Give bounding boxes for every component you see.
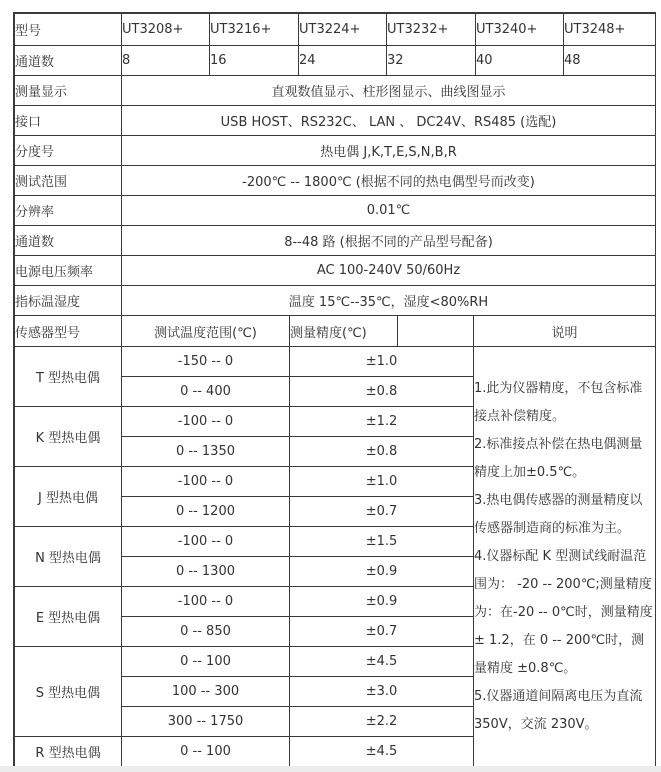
accuracy-cell: ±0.7 xyxy=(290,497,474,527)
row-label: 指标温湿度 xyxy=(15,286,122,316)
row-value: 0.01℃ xyxy=(122,196,656,226)
accuracy-cell: ±0.8 xyxy=(290,437,474,467)
spec-row xyxy=(15,226,656,256)
model-cell: UT3208+ xyxy=(122,14,210,46)
temp-range-cell: 0 -- 1350 xyxy=(122,437,290,467)
sensor-name-cell: E 型热电偶 xyxy=(15,587,122,647)
model-row xyxy=(15,14,656,46)
spec-row xyxy=(15,106,656,136)
sensor-name-cell: J 型热电偶 xyxy=(15,467,122,527)
row-label-model: 型号 xyxy=(15,14,122,46)
temp-range-cell: -100 -- 0 xyxy=(122,407,290,437)
temp-range-cell: 0 -- 850 xyxy=(122,617,290,647)
empty-header-cell xyxy=(398,316,474,347)
page-bottom-strip xyxy=(0,766,661,772)
temp-range-cell: -100 -- 0 xyxy=(122,587,290,617)
row-value: USB HOST、RS232C、 LAN 、 DC24V、RS485 (选配) xyxy=(122,106,656,136)
sensor-name-cell: K 型热电偶 xyxy=(15,407,122,467)
accuracy-cell: ±4.5 xyxy=(290,737,474,767)
row-value: 8--48 路 (根据不同的产品型号配备) xyxy=(122,226,656,256)
row-label: 测量显示 xyxy=(15,76,122,106)
channel-cell: 16 xyxy=(210,46,299,76)
row-label: 通道数 xyxy=(15,226,122,256)
temp-range-cell: -100 -- 0 xyxy=(122,527,290,557)
spec-row xyxy=(15,256,656,286)
spec-row xyxy=(15,76,656,106)
channel-cell: 48 xyxy=(564,46,656,76)
accuracy-cell: ±0.8 xyxy=(290,377,474,407)
sensor-name-cell: S 型热电偶 xyxy=(15,647,122,737)
note-col-header: 说明 xyxy=(474,316,656,347)
note-paragraph: 4.仪器标配 K 型测试线耐温范围为： -20 -- 200℃;测量精度为：在-20 -- 0℃时，测量精度± 1.2，在 0 -- 200℃时，测量精度 ±0.8℃。 xyxy=(474,548,653,676)
row-value: AC 100-240V 50/60Hz xyxy=(122,256,656,286)
channel-count-row xyxy=(15,46,656,76)
row-value: 热电偶 J,K,T,E,S,N,B,R xyxy=(122,136,656,166)
accuracy-cell: ±0.9 xyxy=(290,587,474,617)
temp-range-cell: 0 -- 400 xyxy=(122,377,290,407)
model-cell: UT3232+ xyxy=(387,14,476,46)
accuracy-cell: ±4.5 xyxy=(290,647,474,677)
temp-range-cell: -150 -- 0 xyxy=(122,347,290,377)
sensor-header-row xyxy=(15,316,656,347)
model-cell: UT3248+ xyxy=(564,14,656,46)
spec-row xyxy=(15,166,656,196)
sensor-name-cell: T 型热电偶 xyxy=(15,347,122,407)
row-value: -200℃ -- 1800℃ (根据不同的热电偶型号而改变) xyxy=(122,166,656,196)
note-paragraph: 2.标准接点补偿在热电偶测量精度上加±0.5℃。 xyxy=(474,436,643,480)
sensor-name-cell: R 型热电偶 xyxy=(15,737,122,767)
temp-range-cell: 300 -- 1750 xyxy=(122,707,290,737)
table-row xyxy=(15,347,656,377)
temp-range-cell: 0 -- 1200 xyxy=(122,497,290,527)
channel-cell: 8 xyxy=(122,46,210,76)
note-paragraph: 1.此为仪器精度，不包含标准接点补偿精度。 xyxy=(474,380,643,424)
accuracy-cell: ±1.0 xyxy=(290,467,474,497)
spec-row xyxy=(15,196,656,226)
spec-row xyxy=(15,286,656,316)
accuracy-cell: ±0.9 xyxy=(290,557,474,587)
temp-range-cell: 0 -- 100 xyxy=(122,647,290,677)
row-value: 直观数值显示、柱形图显示、曲线图显示 xyxy=(122,76,656,106)
note-paragraph: 3.热电偶传感器的测量精度以传感器制造商的标准为主。 xyxy=(474,492,643,536)
channel-cell: 40 xyxy=(476,46,564,76)
row-label: 电源电压频率 xyxy=(15,256,122,286)
accuracy-cell: ±3.0 xyxy=(290,677,474,707)
accuracy-cell: ±0.7 xyxy=(290,617,474,647)
temp-range-cell: -100 -- 0 xyxy=(122,467,290,497)
row-label-channels: 通道数 xyxy=(15,46,122,76)
accuracy-cell: ±1.2 xyxy=(290,407,474,437)
row-label: 测试范围 xyxy=(15,166,122,196)
model-cell: UT3240+ xyxy=(476,14,564,46)
row-label: 接口 xyxy=(15,106,122,136)
range-col-header: 测试温度范围(℃) xyxy=(122,316,290,347)
model-cell: UT3216+ xyxy=(210,14,299,46)
accuracy-cell: ±1.5 xyxy=(290,527,474,557)
accuracy-cell: ±1.0 xyxy=(290,347,474,377)
accuracy-cell: ±2.2 xyxy=(290,707,474,737)
sensor-name-cell: N 型热电偶 xyxy=(15,527,122,587)
channel-cell: 32 xyxy=(387,46,476,76)
row-value: 温度 15℃--35℃，湿度<80%RH xyxy=(122,286,656,316)
temp-range-cell: 0 -- 100 xyxy=(122,737,290,767)
accuracy-col-header: 测量精度(℃) xyxy=(290,316,398,347)
model-cell: UT3224+ xyxy=(299,14,387,46)
spec-row xyxy=(15,136,656,166)
spec-top-table xyxy=(14,13,656,316)
spec-table-container xyxy=(14,13,655,767)
row-label: 分辨率 xyxy=(15,196,122,226)
note-paragraph: 5.仪器通道间隔离电压为直流 350V，交流 230V。 xyxy=(474,688,643,732)
sensor-table xyxy=(14,315,656,767)
temp-range-cell: 0 -- 1300 xyxy=(122,557,290,587)
sensor-col-header: 传感器型号 xyxy=(15,316,122,347)
channel-cell: 24 xyxy=(299,46,387,76)
row-label: 分度号 xyxy=(15,136,122,166)
notes-cell xyxy=(474,347,656,767)
temp-range-cell: 100 -- 300 xyxy=(122,677,290,707)
